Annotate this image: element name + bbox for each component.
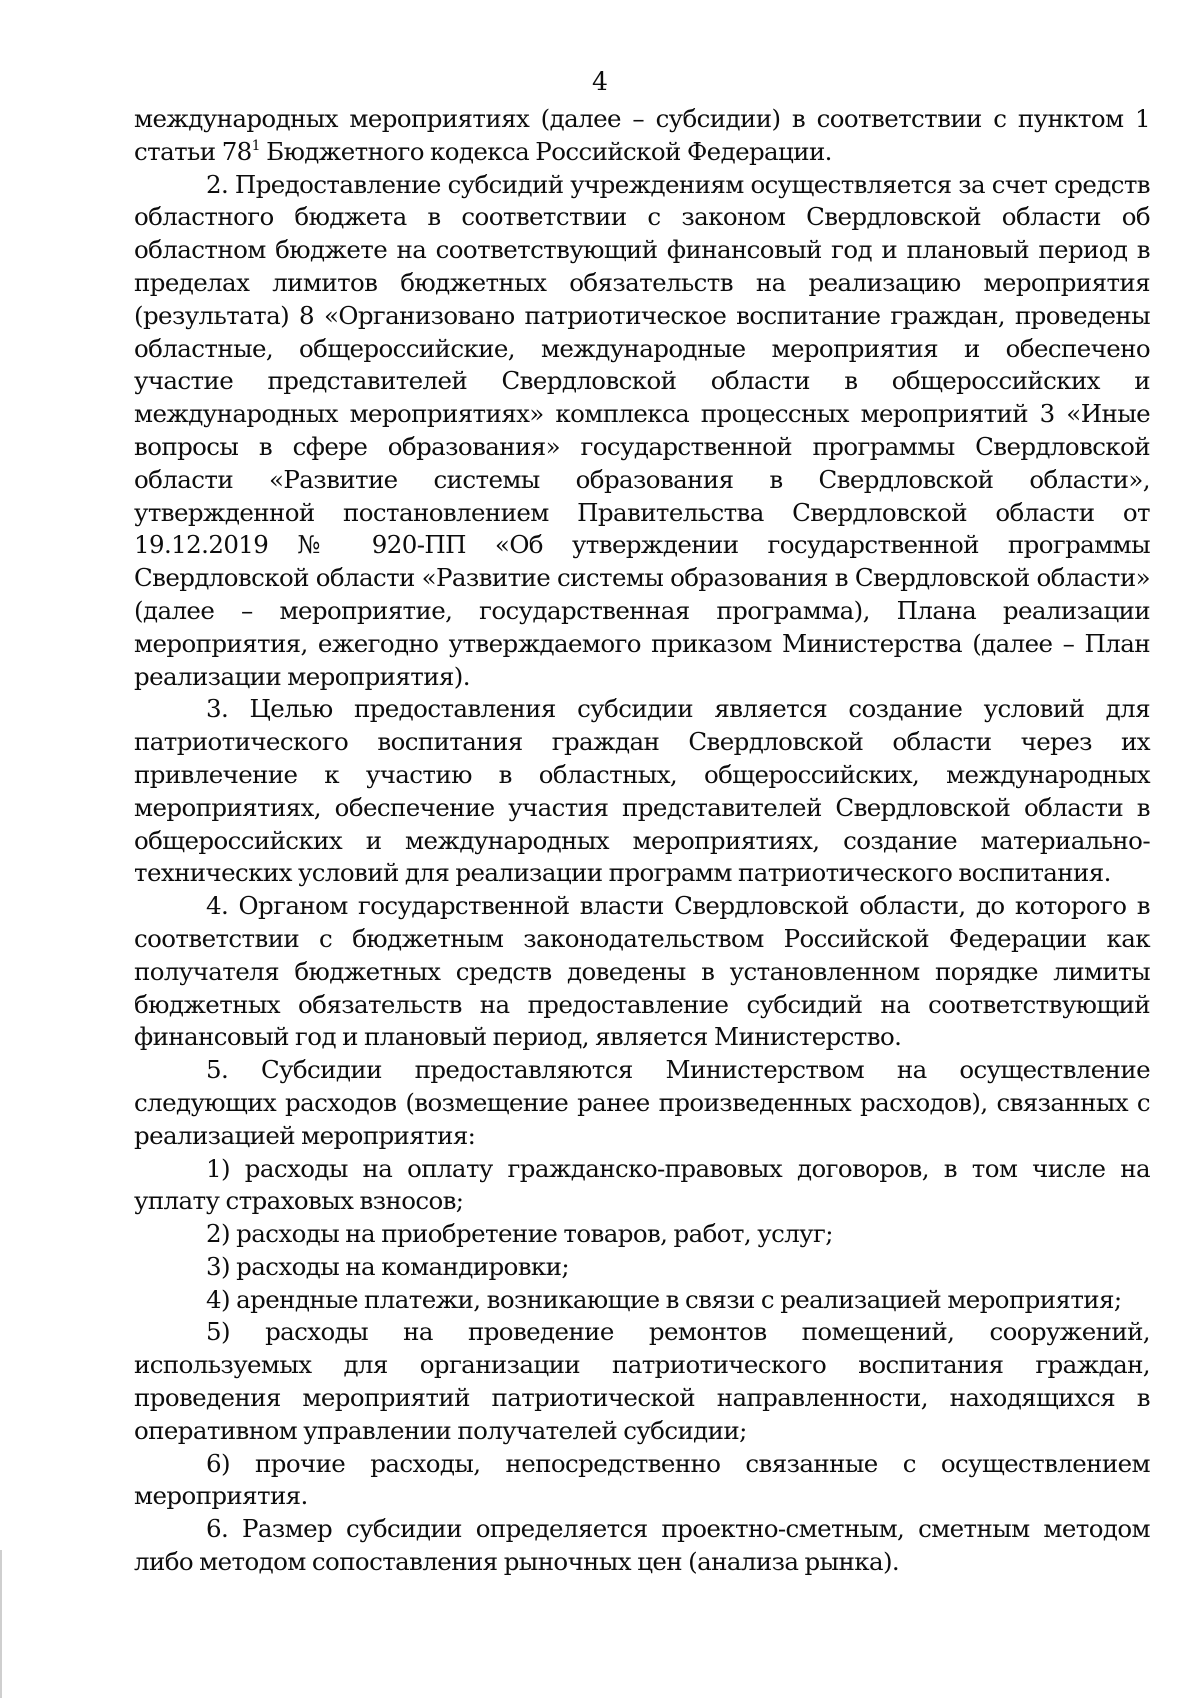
page-number: 4 [592, 67, 608, 96]
scan-edge-line [0, 1550, 2, 1698]
list-item-2: 2) расходы на приобретение товаров, работ, услуг; [206, 1219, 833, 1249]
list-item-3: 3) расходы на командировки; [206, 1251, 570, 1281]
superscript: 1 [251, 137, 260, 154]
paragraph-2: 2. Предоставление субсидий учреждениям осуществляется за счет средств областного бюджета в соответствии с законом Свердловской области об областном бюджете на соответствующий финансовый год и плановый период в пределах лимитов бюджетных обязательств на реализацию мероприятия (результата) 8 «Организовано патриотическое воспитание граждан, проведены областные, общероссийские, международные мероприятия и обеспечено участие представителей Свердловской области в общероссийских и международных мероприятиях» комплекса процессных мероприятий 3 «Иные вопросы в сфере образования» государственной программы Свердловской области «Развитие системы образования в Свердловской области», утвержденной постановлением Правительства Свердловской области от 19.12.2019 № 920-ПП «Об утверждении государственной программы Свердловской области «Развитие системы образования в Свердловской области» (далее – мероприятие, государственная программа), Плана реализации мероприятия, ежегодно утверждаемого приказом Министерства (далее – План реализации мероприятия). [134, 169, 1150, 691]
paragraph-5: 5. Субсидии предоставляются Министерством на осуществление следующих расходов (возмещение ранее произведенных расходов), связанных с реализацией мероприятия: [134, 1055, 1150, 1150]
paragraph-6: 6. Размер субсидии определяется проектно-сметным, сметным методом либо методом сопоставления рыночных цен (анализа рынка). [134, 1514, 1150, 1577]
document-body [134, 103, 1150, 1579]
paragraph-3: 3. Целью предоставления субсидии является создание условий для патриотического воспитания граждан Свердловской области через их привлечение к участию в областных, общероссийских, международных мероприятиях, обеспечение участия представителей Свердловской области в общероссийских и международных мероприятиях, создание материально-технических условий для реализации программ патриотического воспитания. [134, 694, 1150, 888]
paragraph-4: 4. Органом государственной власти Свердловской области, до которого в соответствии с бюджетным законодательством Российской Федерации как получателя бюджетных средств доведены в установленном порядке лимиты бюджетных обязательств на предоставление субсидий на соответствующий финансовый год и плановый период, является Министерство. [134, 891, 1150, 1052]
paragraph-text: международных мероприятиях (далее – субсидии) в соответствии с пунктом 1 статьи 78 [134, 104, 1150, 166]
list-item-6: 6) прочие расходы, непосредственно связанные с осуществлением мероприятия. [134, 1448, 1150, 1511]
list-item-1: 1) расходы на оплату гражданско-правовых договоров, в том числе на уплату страховых взносов; [134, 1153, 1150, 1216]
list-item-5: 5) расходы на проведение ремонтов помещений, сооружений, используемых для организации патриотического воспитания граждан, проведения мероприятий патриотической направленности, находящихся в оперативном управлении получателей субсидии; [134, 1317, 1150, 1445]
paragraph-text-tail: Бюджетного кодекса Российской Федерации. [259, 136, 832, 166]
list-item-4: 4) арендные платежи, возникающие в связи с реализацией мероприятия; [206, 1284, 1122, 1314]
paragraph-continuation [134, 103, 1150, 169]
